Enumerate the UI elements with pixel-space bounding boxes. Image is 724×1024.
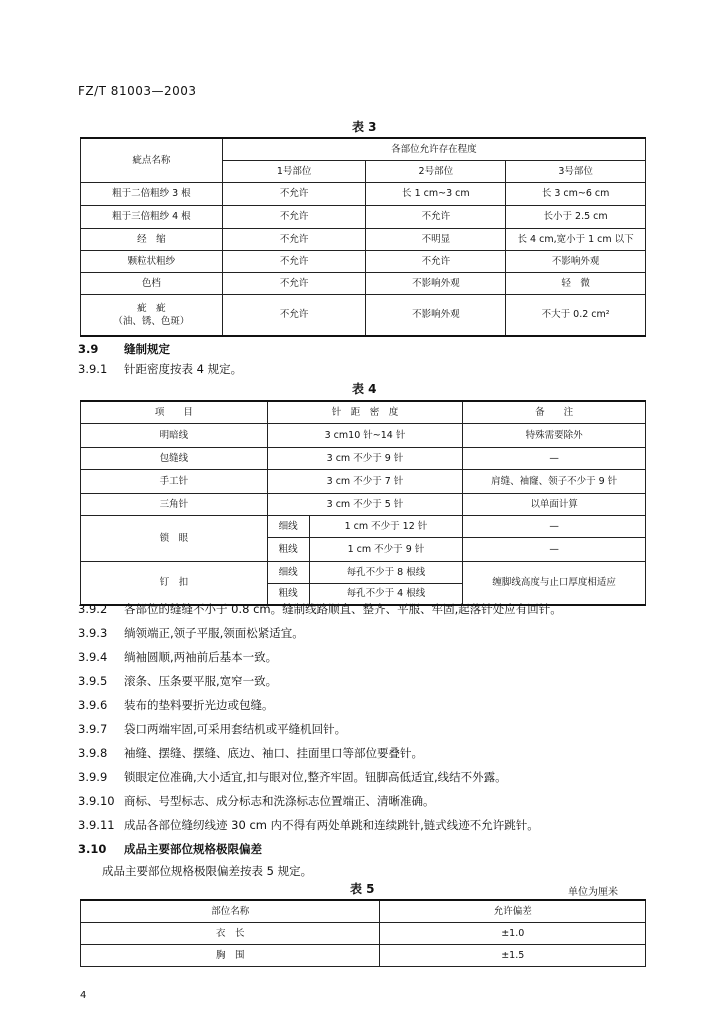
table5-cell: ±1.5	[380, 944, 646, 966]
para-3-9-10	[78, 794, 435, 808]
table4-cell: 以单面计算	[463, 493, 646, 515]
table3-cell: 粗于二倍粗纱 3 根	[81, 182, 223, 205]
table4-header: 备 注	[463, 401, 646, 423]
stain-name-line1: 疵 疵	[137, 302, 166, 314]
para-3-9-2	[78, 602, 562, 616]
para-3-9-11	[78, 818, 539, 832]
para-number: 3.9.7	[78, 722, 108, 736]
section-number: 3.9	[78, 342, 99, 356]
table3-stain-name	[81, 294, 223, 336]
table4-cell: —	[463, 515, 646, 537]
table3-cell: 长 3 cm~6 cm	[506, 182, 646, 205]
table3-subheader: 1号部位	[222, 160, 366, 182]
table3-cell: 长 4 cm,宽小于 1 cm 以下	[506, 228, 646, 250]
para-3-9-6	[78, 698, 274, 712]
table3-cell: 不允许	[222, 250, 366, 272]
para-text: 成品各部位缝纫线迹 30 cm 内不得有两处单跳和连续跳针,链式线迹不允许跳针。	[124, 818, 539, 832]
table4-cell: 1 cm 不少于 9 针	[309, 537, 463, 561]
para-text: 滚条、压条要平服,宽窄一致。	[124, 674, 278, 688]
para-number: 3.9.11	[78, 818, 115, 832]
para-text: 商标、号型标志、成分标志和洗涤标志位置端正、清晰准确。	[124, 794, 435, 808]
table3-cell: 不允许	[222, 205, 366, 228]
para-3-9-3	[78, 626, 304, 640]
table4-cell: 3 cm 不少于 5 针	[267, 493, 463, 515]
table4-cell: 肩缝、袖窿、领子不少于 9 针	[463, 469, 646, 493]
table3-header-group: 各部位允许存在程度	[222, 138, 645, 160]
table5-caption: 表 5	[350, 882, 375, 896]
para-number: 3.9.5	[78, 674, 108, 688]
para-3-9-4	[78, 650, 277, 664]
table3-subheader: 3号部位	[506, 160, 646, 182]
table4-cell: 粗线	[267, 537, 309, 561]
table4-cell: 1 cm 不少于 12 针	[309, 515, 463, 537]
stain-name-line2: （油、锈、色斑）	[113, 315, 190, 327]
table3-cell: 不允许	[222, 228, 366, 250]
table4-cell: 粗线	[267, 583, 309, 605]
table3	[80, 137, 646, 337]
table4-cell: 细线	[267, 515, 309, 537]
table5-cell: 衣 长	[81, 922, 380, 944]
para-number: 3.9.9	[78, 770, 108, 784]
para-text: 装布的垫料要折光边或包缝。	[124, 698, 274, 712]
para-text: 绱袖圆顺,两袖前后基本一致。	[124, 650, 278, 664]
table4-cell: —	[463, 537, 646, 561]
section-3-9-heading	[78, 342, 170, 356]
table3-cell: 不影响外观	[366, 294, 506, 336]
table4-button-label: 钉 扣	[81, 561, 268, 605]
table5	[80, 899, 646, 967]
table5-header: 允许偏差	[380, 900, 646, 922]
table4-button-note: 缠脚线高度与止口厚度相适应	[463, 561, 646, 605]
para-text: 绱领端正,领子平服,领面松紧适宜。	[124, 626, 304, 640]
para-number: 3.9.3	[78, 626, 108, 640]
section-3-10-heading	[78, 842, 262, 856]
table3-cell: 颗粒状粗纱	[81, 250, 223, 272]
table3-cell: 长小于 2.5 cm	[506, 205, 646, 228]
section-title: 缝制规定	[124, 342, 170, 356]
table4-cell: 包缝线	[81, 447, 268, 469]
table3-cell: 不允许	[222, 182, 366, 205]
para-text: 针距密度按表 4 规定。	[124, 362, 243, 376]
table4-buttonhole-label: 锁 眼	[81, 515, 268, 561]
table3-cell: 不影响外观	[506, 250, 646, 272]
table3-cell: 不大于 0.2 cm²	[506, 294, 646, 336]
para-3-9-8	[78, 746, 423, 760]
table4-cell: 每孔不少于 8 根线	[309, 561, 463, 583]
table4-cell: 3 cm10 针~14 针	[267, 423, 463, 447]
table3-caption: 表 3	[352, 120, 377, 134]
table3-subheader: 2号部位	[366, 160, 506, 182]
table4-cell: —	[463, 447, 646, 469]
table4-cell: 三角针	[81, 493, 268, 515]
table3-cell: 色档	[81, 272, 223, 294]
para-number: 3.9.2	[78, 602, 108, 616]
section-title: 成品主要部位规格极限偏差	[124, 842, 262, 856]
standard-number-header: FZ/T 81003—2003	[78, 84, 197, 98]
table4-cell: 3 cm 不少于 9 针	[267, 447, 463, 469]
para-text: 各部位的缝缝不小于 0.8 cm。缝制线路顺直、整齐、平服、牢固,起落针处应有回针。	[124, 602, 562, 616]
table3-cell: 不影响外观	[366, 272, 506, 294]
para-number: 3.9.10	[78, 794, 115, 808]
table4	[80, 400, 646, 606]
table3-cell: 粗于三倍粗纱 4 根	[81, 205, 223, 228]
para-number: 3.9.4	[78, 650, 108, 664]
table3-header-defect: 疵点名称	[81, 138, 223, 182]
table4-cell: 明暗线	[81, 423, 268, 447]
table5-cell: 胸 围	[81, 944, 380, 966]
table3-cell: 不允许	[366, 205, 506, 228]
section-number: 3.10	[78, 842, 107, 856]
table3-cell: 轻 微	[506, 272, 646, 294]
table3-cell: 不允许	[222, 272, 366, 294]
para-number: 3.9.8	[78, 746, 108, 760]
table5-unit: 单位为厘米	[568, 887, 618, 898]
para-3-10: 成品主要部位规格极限偏差按表 5 规定。	[102, 864, 313, 878]
para-text: 袋口两端牢固,可采用套结机或平缝机回针。	[124, 722, 347, 736]
para-text: 锁眼定位准确,大小适宜,扣与眼对位,整齐牢固。钮脚高低适宜,线结不外露。	[124, 770, 507, 784]
para-3-9-7	[78, 722, 346, 736]
table4-cell: 手工针	[81, 469, 268, 493]
table4-caption: 表 4	[352, 382, 377, 396]
para-3-9-9	[78, 770, 507, 784]
table4-cell: 3 cm 不少于 7 针	[267, 469, 463, 493]
table4-cell: 细线	[267, 561, 309, 583]
table3-cell: 不明显	[366, 228, 506, 250]
table4-header: 针 距 密 度	[267, 401, 463, 423]
table3-cell: 不允许	[366, 250, 506, 272]
para-number: 3.9.1	[78, 362, 108, 376]
table5-header: 部位名称	[81, 900, 380, 922]
table3-cell: 经 缩	[81, 228, 223, 250]
para-number: 3.9.6	[78, 698, 108, 712]
para-3-9-1	[78, 362, 242, 376]
table4-cell: 每孔不少于 4 根线	[309, 583, 463, 605]
table4-header: 项 目	[81, 401, 268, 423]
page-number: 4	[80, 990, 87, 1001]
table5-cell: ±1.0	[380, 922, 646, 944]
table4-cell: 特殊需要除外	[463, 423, 646, 447]
para-text: 袖缝、摆缝、摆缝、底边、袖口、挂面里口等部位要叠针。	[124, 746, 423, 760]
para-3-9-5	[78, 674, 277, 688]
table3-cell: 不允许	[222, 294, 366, 336]
table3-cell: 长 1 cm~3 cm	[366, 182, 506, 205]
